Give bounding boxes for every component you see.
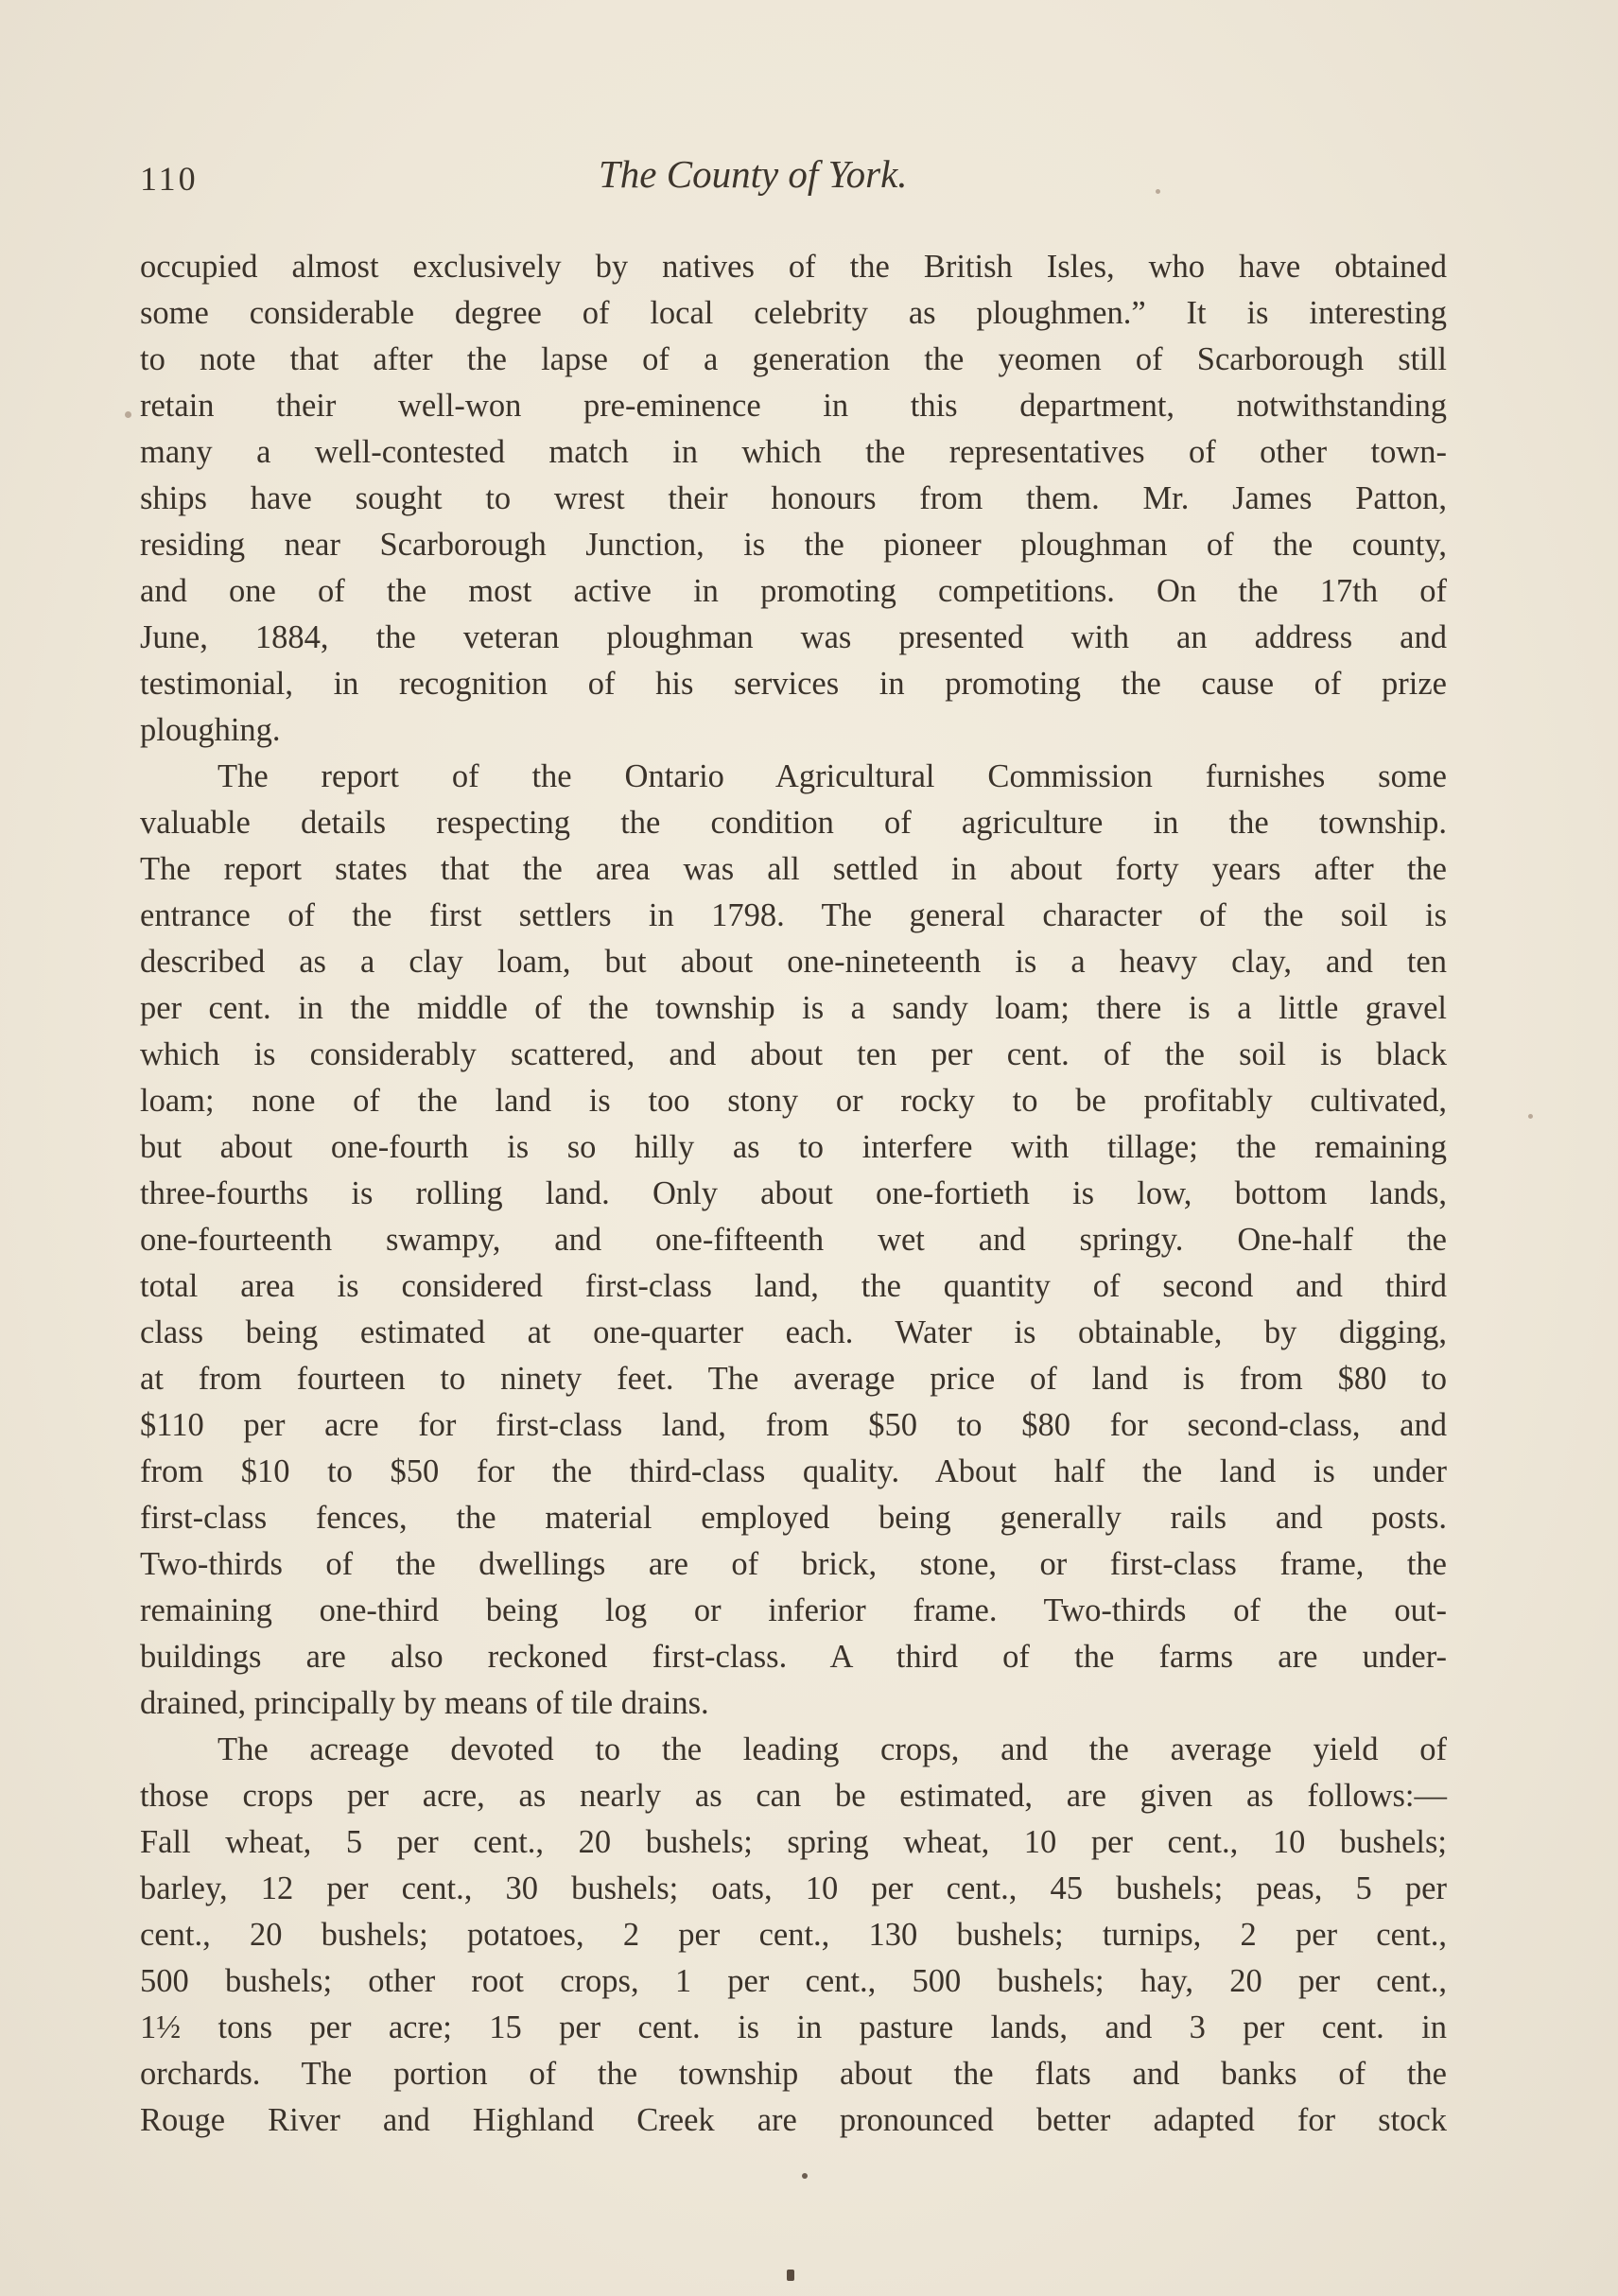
text-line: ploughing.: [140, 712, 281, 748]
text-line: 1½ tons per acre; 15 per cent. is in pasture lands, and 3 per cent. in: [140, 2009, 1447, 2045]
text-line: remaining one-third being log or inferior frame. Two-thirds of the out-: [140, 1592, 1447, 1628]
text-line: those crops per acre, as nearly as can be estimated, are given as follows:—: [140, 1778, 1447, 1814]
page-mark: [787, 2270, 794, 2281]
paper-speck: [802, 2173, 808, 2179]
text-line: testimonial, in recognition of his services in promoting the cause of prize: [140, 666, 1447, 702]
text-line: Fall wheat, 5 per cent., 20 bushels; spring wheat, 10 per cent., 10 bushels;: [140, 1824, 1447, 1860]
text-line: $110 per acre for first-class land, from $50 to $80 for second-class, and: [140, 1407, 1447, 1443]
text-line: residing near Scarborough Junction, is the pioneer ploughman of the county,: [140, 527, 1447, 563]
text-line: three-fourths is rolling land. Only about one-fortieth is low, bottom lands,: [140, 1175, 1447, 1211]
text-line: The acreage devoted to the leading crops, and the average yield of: [217, 1731, 1447, 1767]
paper-speck: [125, 411, 131, 418]
text-line: from $10 to $50 for the third-class quality. About half the land is under: [140, 1453, 1447, 1489]
text-line: 500 bushels; other root crops, 1 per cent., 500 bushels; hay, 20 per cent.,: [140, 1963, 1447, 1999]
body-text: [140, 244, 1447, 2144]
text-line: per cent. in the middle of the township is a sandy loam; there is a little gravel: [140, 990, 1447, 1026]
text-line: to note that after the lapse of a generation the yeomen of Scarborough still: [140, 341, 1447, 377]
text-line: total area is considered first-class land, the quantity of second and third: [140, 1268, 1447, 1304]
text-line: The report states that the area was all settled in about forty years after the: [140, 851, 1447, 887]
text-line: some considerable degree of local celebrity as ploughmen.” It is interesting: [140, 295, 1447, 331]
text-line: cent., 20 bushels; potatoes, 2 per cent., 130 bushels; turnips, 2 per cent.,: [140, 1917, 1447, 1953]
text-line: entrance of the first settlers in 1798. The general character of the soil is: [140, 897, 1447, 933]
text-line: occupied almost exclusively by natives of the British Isles, who have obtained: [140, 249, 1447, 285]
text-line: at from fourteen to ninety feet. The average price of land is from $80 to: [140, 1361, 1447, 1397]
text-line: valuable details respecting the condition of agriculture in the township.: [140, 805, 1447, 841]
paper-speck: [1528, 1114, 1533, 1119]
text-line: described as a clay loam, but about one-nineteenth is a heavy clay, and ten: [140, 944, 1447, 980]
text-line: and one of the most active in promoting competitions. On the 17th of: [140, 573, 1447, 609]
text-line: loam; none of the land is too stony or rocky to be profitably cultivated,: [140, 1083, 1447, 1119]
text-line: buildings are also reckoned first-class. A third of the farms are under-: [140, 1639, 1447, 1675]
text-line: orchards. The portion of the township about the flats and banks of the: [140, 2056, 1447, 2092]
text-line: The report of the Ontario Agricultural Commission furnishes some: [217, 758, 1447, 794]
text-line: Rouge River and Highland Creek are pronounced better adapted for stock: [140, 2102, 1447, 2138]
text-line: first-class fences, the material employed being generally rails and posts.: [140, 1500, 1447, 1536]
page-header: [140, 151, 1445, 208]
paper-speck: [1156, 189, 1160, 194]
text-line: retain their well-won pre-eminence in this department, notwithstanding: [140, 388, 1447, 424]
page-number: 110: [140, 160, 199, 198]
text-line: many a well-contested match in which the representatives of other town-: [140, 434, 1447, 470]
text-line: class being estimated at one-quarter each. Water is obtainable, by digging,: [140, 1314, 1447, 1350]
text-line: one-fourteenth swampy, and one-fifteenth wet and springy. One-half the: [140, 1222, 1447, 1258]
text-line: Two-thirds of the dwellings are of brick, stone, or first-class frame, the: [140, 1546, 1447, 1582]
text-line: which is considerably scattered, and about ten per cent. of the soil is black: [140, 1036, 1447, 1072]
text-line: drained, principally by means of tile drains.: [140, 1685, 709, 1721]
running-title: The County of York.: [599, 152, 908, 196]
text-line: June, 1884, the veteran ploughman was presented with an address and: [140, 619, 1447, 655]
text-line: but about one-fourth is so hilly as to interfere with tillage; the remaining: [140, 1129, 1447, 1165]
text-line: ships have sought to wrest their honours from them. Mr. James Patton,: [140, 480, 1447, 516]
text-line: barley, 12 per cent., 30 bushels; oats, 10 per cent., 45 bushels; peas, 5 per: [140, 1870, 1447, 1906]
